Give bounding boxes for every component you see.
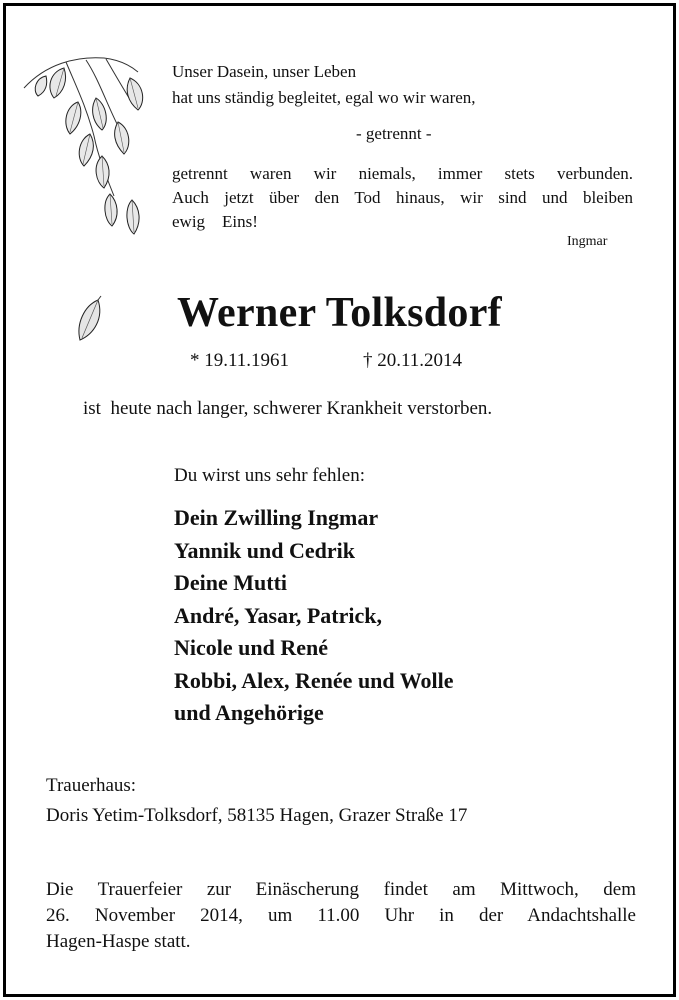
birth-date: * 19.11.1961 [190, 350, 290, 371]
poem-line-4: getrennt waren wir niemals, immer stets verbunden. [172, 164, 633, 183]
mourner-line: und Angehörige [174, 700, 324, 725]
mourners-intro: Du wirst uns sehr fehlen: [174, 465, 366, 486]
poem-line-6: ewig Eins! [172, 212, 258, 231]
house-label: Trauerhaus: [46, 775, 137, 796]
poem-line-5: Auch jetzt über den Tod hinaus, wir sind und bleiben [172, 188, 633, 207]
mourner-line: Deine Mutti [174, 570, 288, 595]
death-statement: ist heute nach langer, schwerer Krankheit verstorben. [83, 398, 493, 419]
mourner-line: Robbi, Alex, Renée und Wolle [174, 667, 454, 693]
ceremony-line-3: Hagen-Haspe statt. [46, 931, 191, 952]
mourner-line: Nicole und René [174, 635, 328, 660]
ceremony-line-2: 26. November 2014, um 11.00 Uhr in der Andachtshalle [46, 905, 636, 926]
birch-branch-illustration [6, 6, 166, 246]
mourner-line: André, Yasar, Patrick, [174, 602, 382, 628]
mourner-line: Yannik und Cedrik [174, 537, 355, 563]
poem-line-1: Unser Dasein, unser Leben [172, 62, 357, 81]
mourners-list [174, 502, 454, 730]
poem-line-3: - getrennt - [356, 124, 432, 143]
mourner-line: Dein Zwilling Ingmar [174, 505, 379, 530]
obituary-notice [3, 3, 676, 997]
house-address: Doris Yetim-Tolksdorf, 58135 Hagen, Grazer Straße 17 [46, 805, 468, 826]
poem-author: Ingmar [567, 234, 608, 249]
deceased-name: Werner Tolksdorf [177, 290, 502, 336]
death-date: † 20.11.2014 [363, 350, 463, 371]
ceremony-line-1: Die Trauerfeier zur Einäscherung findet am Mittwoch, dem [46, 879, 636, 900]
poem-line-2: hat uns ständig begleitet, egal wo wir waren, [172, 88, 476, 107]
